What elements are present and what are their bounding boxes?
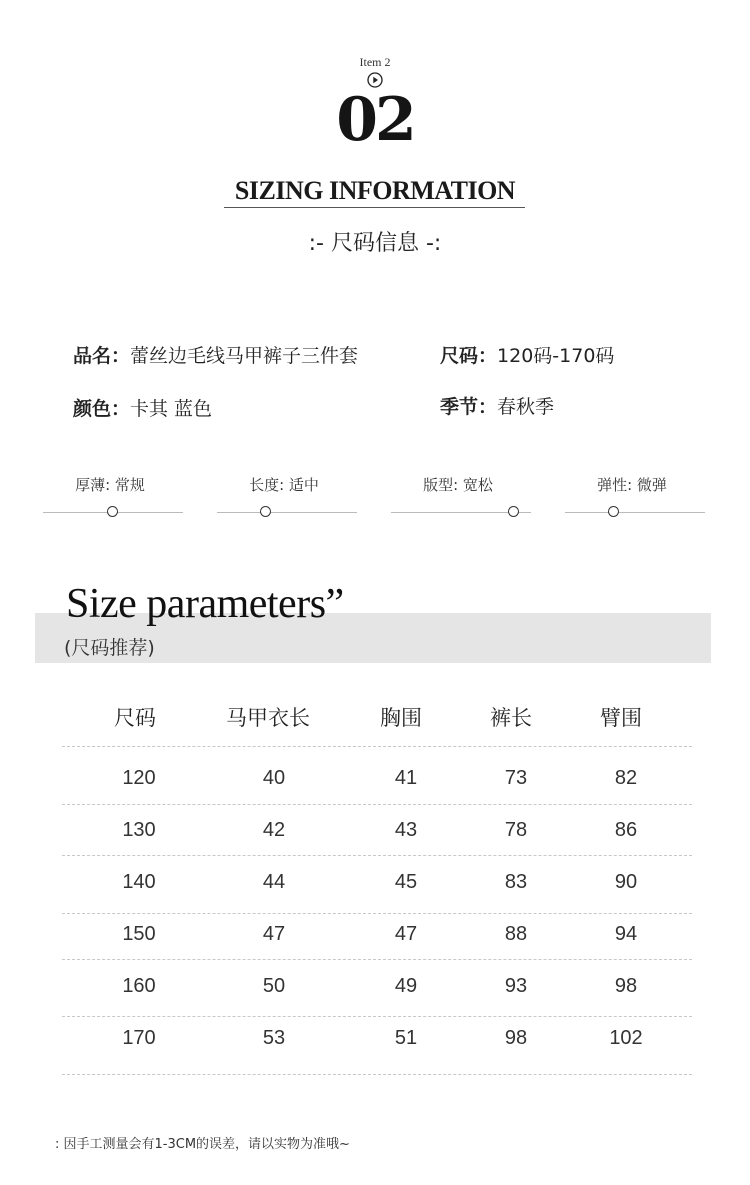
cell-chest: 47 — [394, 923, 418, 945]
cell-arm: 98 — [614, 975, 638, 997]
cell-pants-length: 93 — [504, 975, 528, 997]
params-subtitle: (尺码推荐) — [64, 637, 155, 659]
cell-pants-length: 78 — [504, 819, 528, 841]
product-name-key: 品名： — [73, 345, 131, 367]
attr-thickness-marker — [107, 506, 118, 517]
product-color-key: 颜色： — [73, 398, 131, 420]
cell-vest-length: 50 — [262, 975, 286, 997]
cell-chest: 43 — [394, 819, 418, 841]
row-divider — [62, 855, 692, 856]
page-subtitle: :- 尺码信息 -: — [308, 231, 442, 256]
cell-chest: 41 — [394, 767, 418, 789]
cell-arm: 86 — [614, 819, 638, 841]
attr-thickness-label: 厚薄: 常规 — [75, 476, 145, 494]
product-season-value: 春秋季 — [497, 396, 555, 418]
cell-size: 140 — [122, 871, 156, 893]
product-size-key: 尺码： — [440, 345, 498, 367]
cell-arm: 90 — [614, 871, 638, 893]
cell-pants-length: 83 — [504, 871, 528, 893]
product-name-row — [73, 341, 358, 368]
cell-vest-length: 42 — [262, 819, 286, 841]
attr-stretch-marker — [608, 506, 619, 517]
cell-arm: 94 — [614, 923, 638, 945]
row-divider — [62, 804, 692, 805]
product-season-key: 季节： — [440, 396, 498, 418]
col-header-pants-length: 裤长 — [490, 706, 532, 730]
cell-arm: 102 — [609, 1027, 643, 1049]
row-divider — [62, 959, 692, 960]
row-divider — [62, 1074, 692, 1075]
col-header-chest: 胸围 — [380, 706, 422, 730]
product-size-row — [440, 341, 614, 368]
col-header-size: 尺码 — [114, 706, 156, 730]
attr-stretch-label: 弹性: 微弹 — [597, 476, 667, 494]
cell-vest-length: 53 — [262, 1027, 286, 1049]
cell-arm: 82 — [614, 767, 638, 789]
product-size-value: 120码-170码 — [497, 345, 615, 367]
product-season-row — [440, 392, 554, 419]
footnote: : 因手工测量会有1-3CM的误差，请以实物为准哦~ — [55, 1137, 350, 1152]
cell-chest: 49 — [394, 975, 418, 997]
attr-fit-marker — [508, 506, 519, 517]
col-header-vest-length: 马甲衣长 — [226, 706, 310, 730]
section-number: 02 — [336, 85, 414, 155]
row-divider — [62, 746, 692, 747]
attr-fit-label: 版型: 宽松 — [423, 476, 493, 494]
item-label: Item 2 — [359, 55, 391, 69]
cell-size: 150 — [122, 923, 156, 945]
cell-vest-length: 40 — [262, 767, 286, 789]
cell-size: 130 — [122, 819, 156, 841]
product-color-value: 卡其 蓝色 — [130, 398, 213, 420]
attr-length-scale — [217, 512, 357, 513]
attr-length-marker — [260, 506, 271, 517]
cell-vest-length: 47 — [262, 923, 286, 945]
attr-stretch-scale — [565, 512, 705, 513]
cell-chest: 51 — [394, 1027, 418, 1049]
row-divider — [62, 1016, 692, 1017]
params-title: Size parameters” — [66, 581, 344, 627]
title-underline — [224, 207, 525, 208]
cell-size: 120 — [122, 767, 156, 789]
attr-length-label: 长度: 适中 — [249, 476, 319, 494]
product-color-row — [73, 394, 212, 421]
cell-pants-length: 73 — [504, 767, 528, 789]
cell-size: 170 — [122, 1027, 156, 1049]
col-header-arm: 臂围 — [600, 706, 642, 730]
cell-pants-length: 98 — [504, 1027, 528, 1049]
cell-size: 160 — [122, 975, 156, 997]
product-name-value: 蕾丝边毛线马甲裤子三件套 — [130, 345, 359, 367]
cell-pants-length: 88 — [504, 923, 528, 945]
row-divider — [62, 913, 692, 914]
cell-chest: 45 — [394, 871, 418, 893]
page-title: SIZING INFORMATION — [234, 176, 516, 205]
cell-vest-length: 44 — [262, 871, 286, 893]
